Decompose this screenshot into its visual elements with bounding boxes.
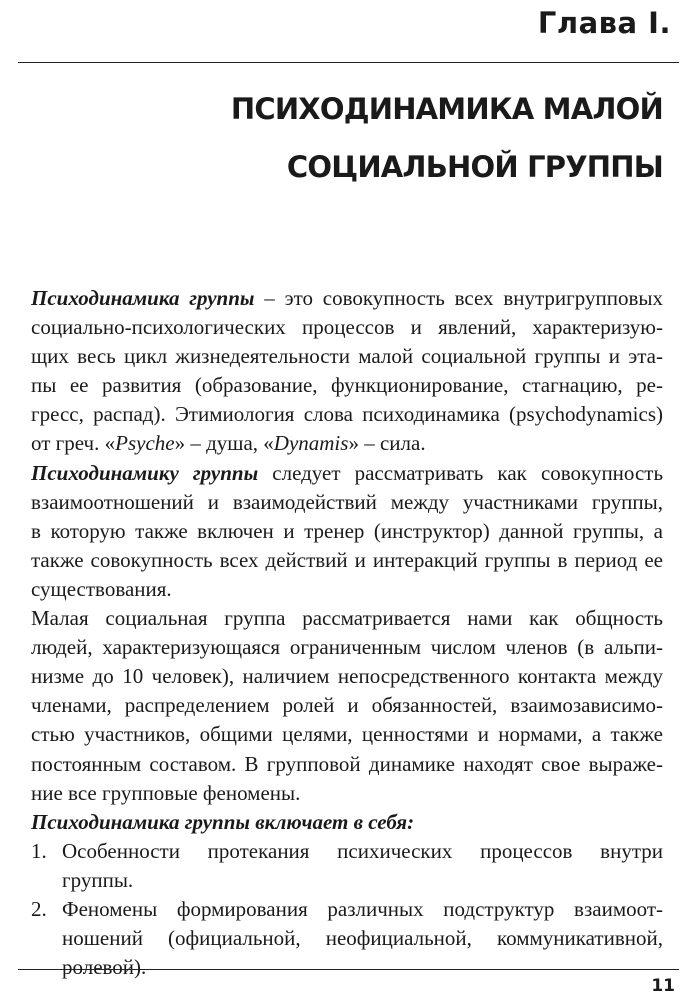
term-psychodynamics: Психодинамика группы: [31, 286, 255, 310]
paragraph-3-line: низме до 10 человек), наличием непосредственного контакта между: [31, 664, 663, 689]
list-line: группы.: [62, 867, 134, 892]
body-text: [31, 284, 663, 982]
list-number: 1.: [31, 838, 47, 863]
paragraph-3-line: стью участников, общими целями, ценностями и нормами, а также: [31, 722, 663, 747]
paragraph-1-line: [31, 284, 663, 313]
title-line-1: ПСИХОДИНАМИКА МАЛОЙ: [230, 92, 663, 126]
paragraph-1-line: щих весь цикл жизнедеятельности малой социальной группы и эта-: [31, 344, 663, 369]
term-psyche: Psyche: [115, 431, 175, 456]
list-line: Феномены формирования различных подструктур взаимоот-: [62, 896, 663, 921]
list-heading: [31, 808, 663, 837]
term-dynamis: Dynamis: [273, 431, 349, 456]
text-span: – это совокупность всех внутригрупповых: [264, 286, 664, 310]
paragraph-3-line: людей, характеризующаяся ограниченным числом членов (в альпи-: [31, 635, 663, 660]
paragraph-1-line: гресс, распад). Этимиология слова психодинамика (psychodynamics): [31, 402, 663, 427]
term-psychodynamics-2: Психодинамику группы: [31, 460, 259, 485]
list-heading-text: Психодинамика группы включает в себя:: [31, 809, 415, 834]
paragraph-1-line: пы ее развития (образование, функционирование, стагнацию, ре-: [31, 373, 663, 398]
paragraph-2-line: [31, 459, 663, 488]
paragraph-2-line: в которую также включен и тренер (инструктор) данной группы, а: [31, 518, 663, 543]
list-line: ролевой).: [62, 955, 147, 980]
header-rule: [18, 62, 679, 63]
paragraph-2-line: взаимоотношений и взаимодействий между участниками группы,: [31, 489, 663, 514]
paragraph-3-line: постоянным составом. В групповой динамике находят свое выраже-: [31, 751, 663, 776]
list-line: ношений (официальной, неофициальной, коммуникативной,: [62, 926, 663, 951]
page-number: 11: [651, 976, 675, 996]
paragraph-3-line: членами, распределением ролей и обязанностей, взаимозависимо-: [31, 693, 663, 718]
chapter-label: Глава I.: [537, 6, 671, 40]
list-number: 2.: [31, 896, 47, 921]
paragraph-1-line: [31, 429, 663, 458]
footer-rule: [18, 969, 679, 970]
chapter-title: [231, 80, 663, 196]
list-text: [62, 837, 663, 895]
list-item-1: [31, 837, 663, 895]
paragraph-3-line: ние все групповые феномены.: [31, 780, 301, 805]
text-span: от греч. «: [31, 431, 116, 456]
paragraph-2-line: существования.: [31, 576, 172, 601]
text-span: следует рассматривать как совокупность: [272, 460, 664, 485]
text-span: » – сила.: [348, 431, 426, 456]
text-span: » – душа, «: [174, 431, 274, 456]
paragraph-2-line: также совокупность всех действий и интеракций группы в период ее: [31, 547, 663, 572]
title-line-2: СОЦИАЛЬНОЙ ГРУППЫ: [286, 150, 663, 184]
paragraph-1-line: социально-психологических процессов и явлений, характеризую-: [31, 315, 663, 340]
list-line: Особенности протекания психических процессов внутри: [62, 838, 663, 863]
paragraph-3-line: Малая социальная группа рассматривается нами как общность: [31, 606, 663, 631]
